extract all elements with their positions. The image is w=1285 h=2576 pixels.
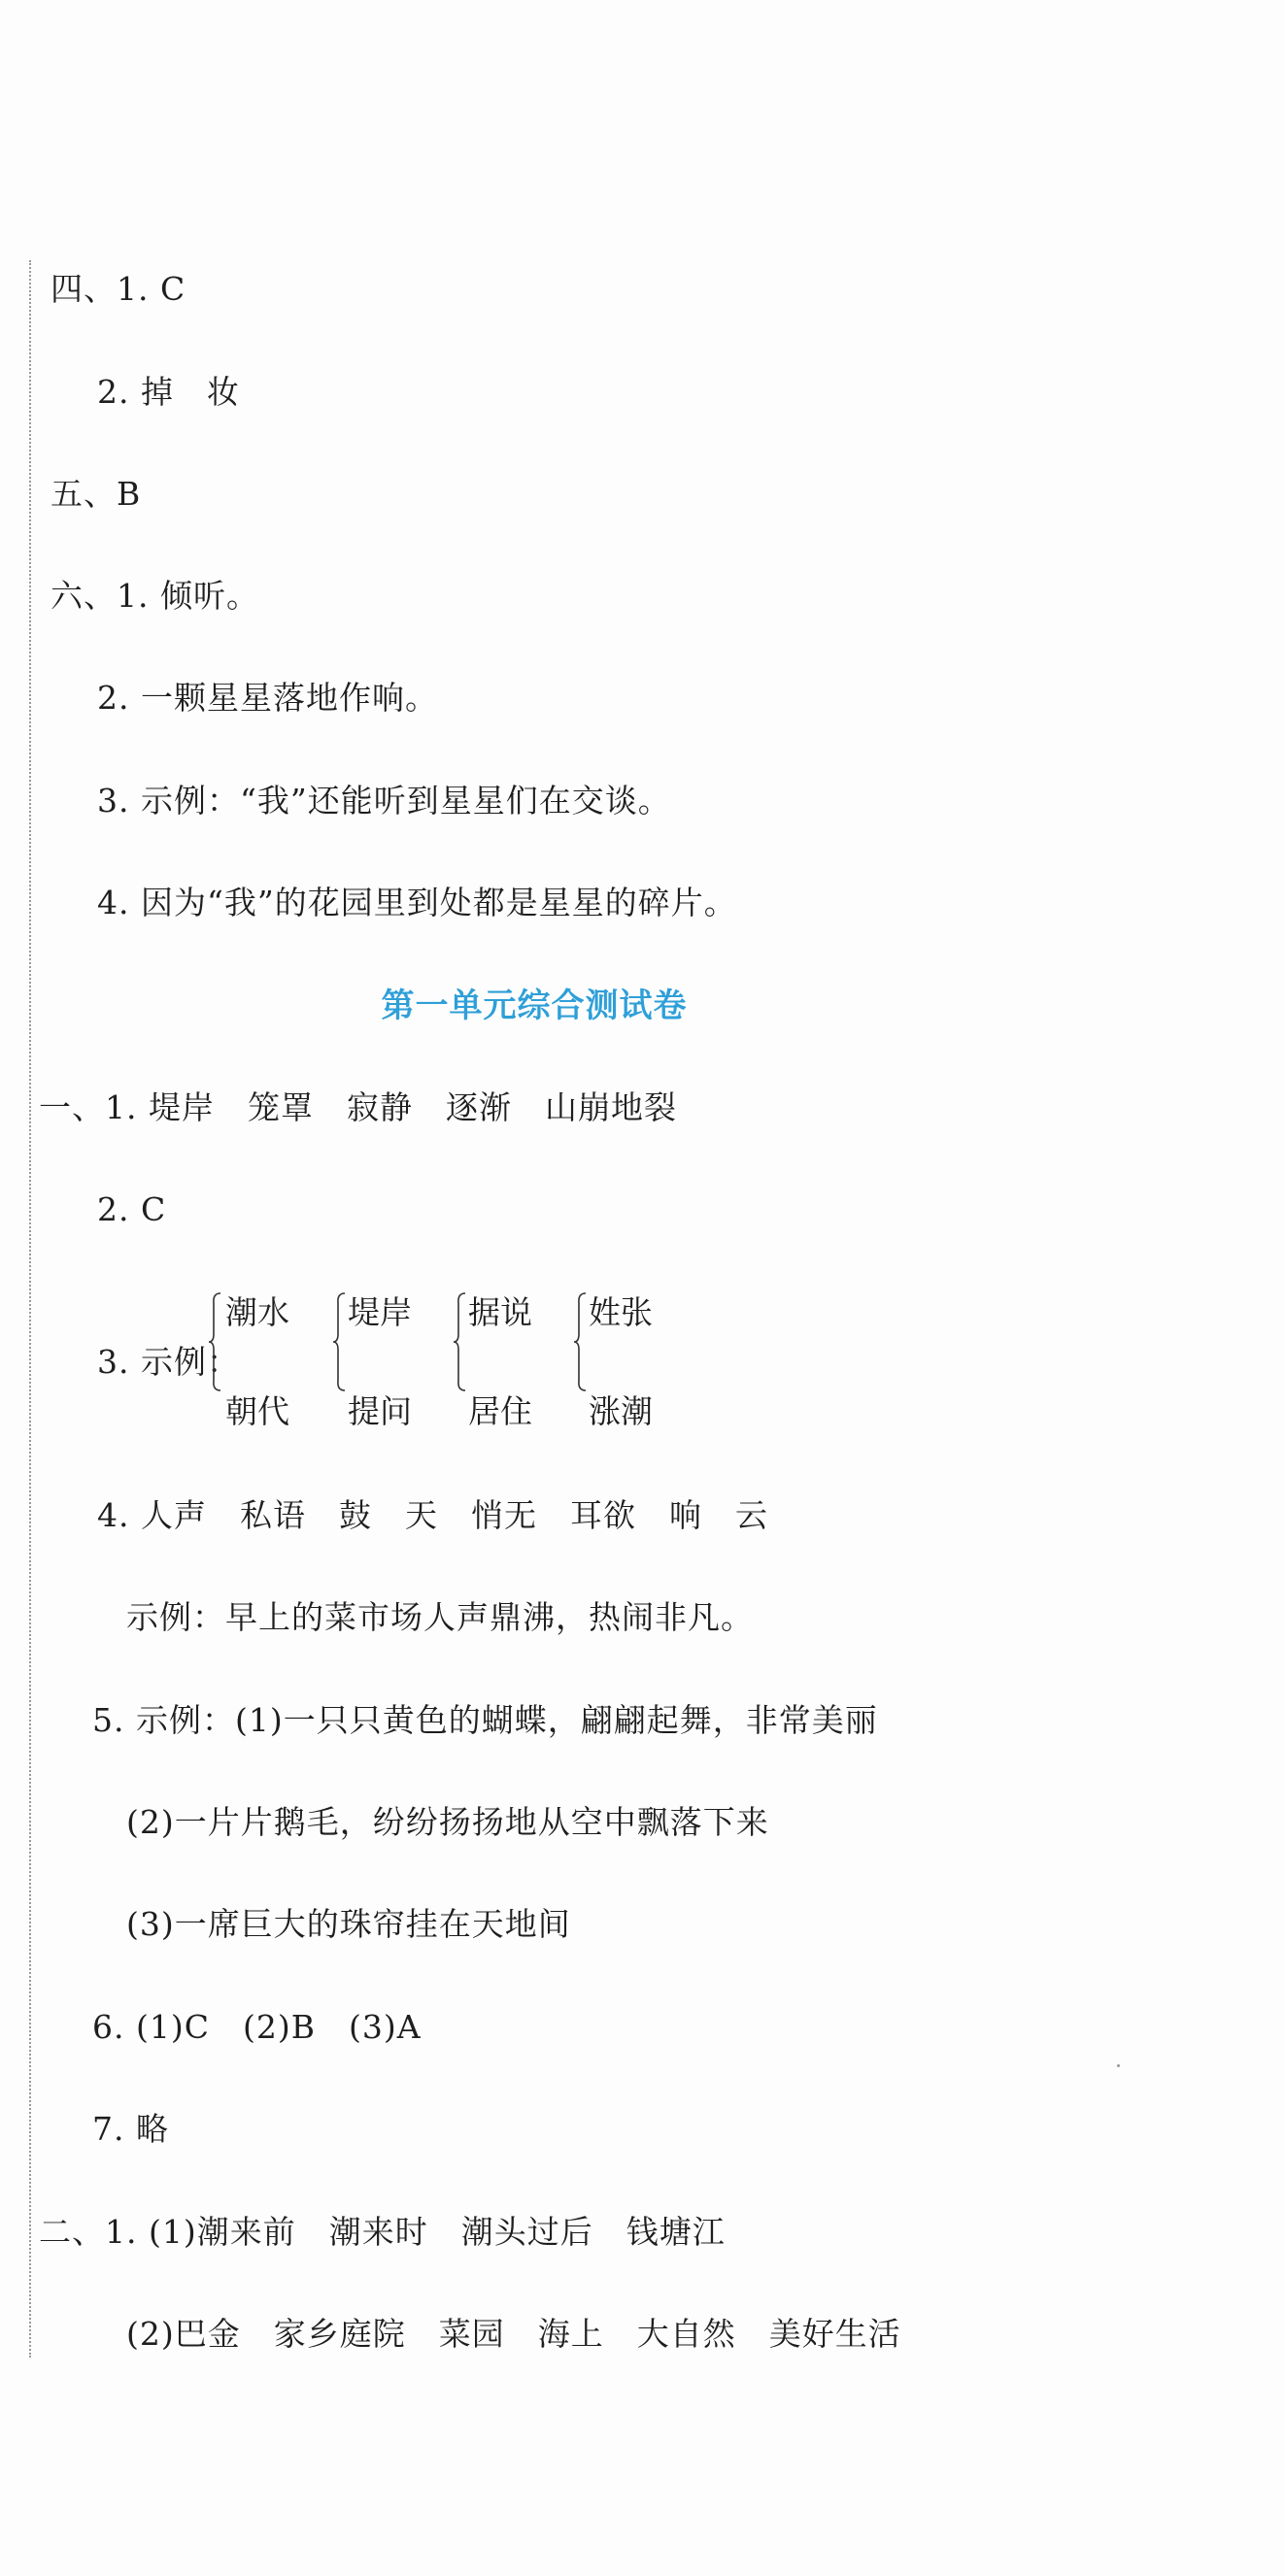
brace-group-3-bottom: 居住 xyxy=(468,1392,532,1430)
brace-3 xyxy=(453,1291,466,1392)
unit1-answer-5-3: (3)一席巨大的珠帘挂在天地间 xyxy=(126,1905,571,1943)
unit1-answer-3-label: 3. 示例： xyxy=(97,1343,240,1381)
brace-left-main xyxy=(208,1291,221,1392)
unit1-answer-4-example: 示例：早上的菜市场人声鼎沸，热闹非凡。 xyxy=(126,1598,754,1636)
brace-group-1-top: 潮水 xyxy=(225,1293,289,1331)
brace-group-4-bottom: 涨潮 xyxy=(589,1392,653,1430)
brace-group-1-bottom: 朝代 xyxy=(225,1392,289,1430)
brace-group-4-top: 姓张 xyxy=(589,1293,653,1331)
answer-4-1: 四、1. C xyxy=(51,270,186,308)
brace-group-3-top: 据说 xyxy=(468,1293,532,1331)
unit1-answer-1: 一、1. 堤岸 笼罩 寂静 逐渐 山崩地裂 xyxy=(39,1088,677,1126)
brace-group-2-bottom: 提问 xyxy=(348,1392,412,1430)
section-title: 第一单元综合测试卷 xyxy=(381,987,688,1025)
unit1-answer-7: 7. 略 xyxy=(92,2110,169,2148)
answer-4-2: 2. 掉 妆 xyxy=(97,373,240,411)
answer-6-4: 4. 因为“我”的花园里到处都是星星的碎片。 xyxy=(97,884,737,921)
scan-speck xyxy=(1117,2064,1120,2067)
binding-margin-line xyxy=(29,260,31,2358)
brace-4 xyxy=(573,1291,587,1392)
brace-2 xyxy=(332,1291,346,1392)
answer-6-2: 2. 一颗星星落地作响。 xyxy=(97,679,438,717)
unit1-answer-5-2: (2)一片片鹅毛，纷纷扬扬地从空中飘落下来 xyxy=(126,1803,769,1841)
unit1-answer-5-1: 5. 示例：(1)一只只黄色的蝴蝶，翩翩起舞，非常美丽 xyxy=(92,1701,878,1739)
unit1-answer-6: 6. (1)C (2)B (3)A xyxy=(92,2008,422,2046)
brace-group-2-top: 堤岸 xyxy=(348,1293,412,1331)
answer-6-1: 六、1. 倾听。 xyxy=(51,577,259,615)
unit1-answer-2: 2. C xyxy=(97,1190,167,1228)
answer-5: 五、B xyxy=(51,475,142,513)
unit2-answer-1-1: 二、1. (1)潮来前 潮来时 潮头过后 钱塘江 xyxy=(39,2213,726,2251)
unit1-answer-4: 4. 人声 私语 鼓 天 悄无 耳欲 响 云 xyxy=(97,1496,768,1534)
answer-6-3: 3. 示例：“我”还能听到星星们在交谈。 xyxy=(97,782,671,820)
unit2-answer-1-2: (2)巴金 家乡庭院 菜园 海上 大自然 美好生活 xyxy=(126,2315,901,2353)
